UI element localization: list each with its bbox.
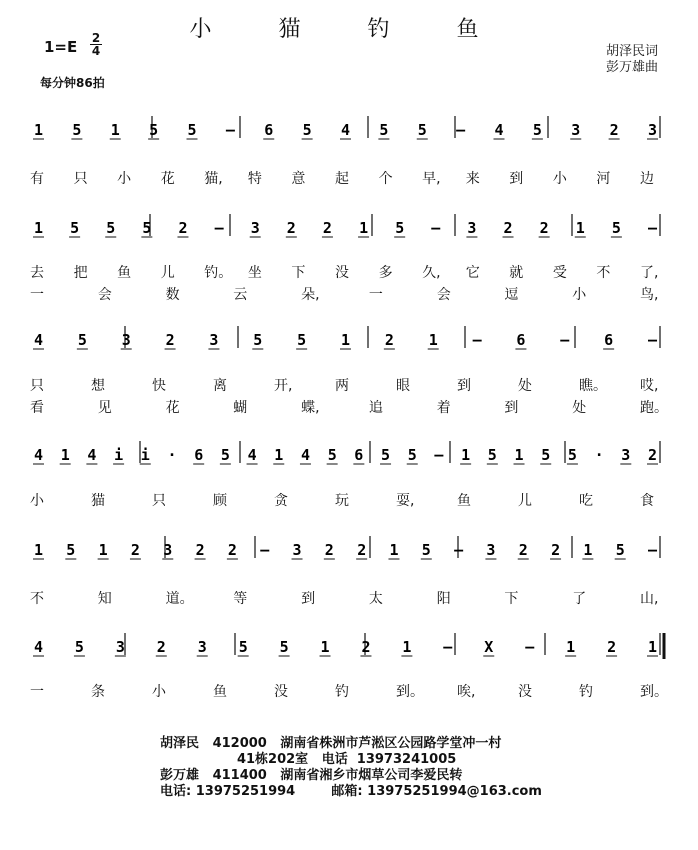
note: 5 bbox=[541, 446, 551, 464]
note: 5 bbox=[279, 638, 289, 656]
lyric-syllable: 贪 bbox=[274, 493, 288, 509]
lyric-line bbox=[0, 262, 698, 282]
lyric-syllable: 处 bbox=[572, 400, 587, 416]
note: 1 bbox=[583, 541, 593, 559]
lyric-syllable: 想 bbox=[91, 378, 105, 394]
footer-line-4: 电话: 13975251994 邮箱: 13975251994@163.com bbox=[160, 784, 542, 799]
note: 4 bbox=[494, 121, 504, 139]
note: 5 bbox=[66, 541, 76, 559]
lyric-syllable: 没 bbox=[335, 265, 349, 281]
note: 5 bbox=[77, 331, 87, 349]
note: 4 bbox=[87, 446, 97, 464]
lyric-syllable: 一 bbox=[368, 287, 383, 303]
lyric-line bbox=[0, 490, 698, 510]
lyric-syllable: 鱼 bbox=[457, 493, 471, 509]
lyric-syllable: 唉, bbox=[457, 684, 476, 700]
lyric-syllable: 山, bbox=[640, 591, 659, 607]
note: 5 bbox=[417, 121, 427, 139]
note: 1 bbox=[34, 541, 44, 559]
note: 4 bbox=[247, 446, 257, 464]
lyric-line bbox=[0, 375, 698, 395]
lyric-syllable: 快 bbox=[152, 378, 166, 394]
note: – bbox=[472, 331, 482, 349]
note: i bbox=[114, 446, 124, 464]
note: 5 bbox=[421, 541, 431, 559]
lyric-syllable: 到。 bbox=[640, 684, 668, 700]
note: – bbox=[225, 121, 235, 139]
lyricist-credit: 胡泽民词 bbox=[605, 44, 658, 59]
note: 5 bbox=[142, 219, 152, 237]
note: 3 bbox=[121, 331, 131, 349]
lyric-syllable: 河 bbox=[596, 171, 611, 187]
lyric-line bbox=[0, 168, 698, 188]
lyric-line bbox=[0, 681, 698, 701]
lyric-syllable: 了 bbox=[572, 591, 587, 607]
note: 1 bbox=[402, 638, 412, 656]
note: 5 bbox=[395, 219, 405, 237]
note: 2 bbox=[551, 541, 561, 559]
time-signature-top: 2 bbox=[91, 31, 101, 45]
note: – bbox=[434, 446, 444, 464]
lyric-syllable: 看 bbox=[30, 400, 44, 416]
note: 4 bbox=[34, 446, 44, 464]
lyric-syllable: 会 bbox=[436, 287, 451, 303]
note: 1 bbox=[359, 219, 369, 237]
note: 5 bbox=[407, 446, 417, 464]
lyric-syllable: 不 bbox=[30, 591, 44, 607]
note: 1 bbox=[389, 541, 399, 559]
lyric-syllable: 钓 bbox=[579, 684, 593, 700]
note: 3 bbox=[467, 219, 477, 237]
note: 6 bbox=[264, 121, 274, 139]
note: 6 bbox=[516, 331, 526, 349]
lyric-syllable: 到 bbox=[457, 378, 471, 394]
note: 5 bbox=[567, 446, 577, 464]
lyric-syllable: 小 bbox=[552, 171, 567, 187]
note: 5 bbox=[74, 638, 84, 656]
lyric-syllable: 阳 bbox=[436, 591, 451, 607]
lyric-syllable: 瞧。 bbox=[579, 378, 607, 394]
note: 5 bbox=[149, 121, 159, 139]
note: 1 bbox=[60, 446, 70, 464]
lyric-syllable: 受 bbox=[552, 265, 567, 281]
note: 1 bbox=[98, 541, 108, 559]
lyric-syllable: 一 bbox=[30, 684, 44, 700]
lyric-syllable: 眼 bbox=[396, 378, 410, 394]
lyric-syllable: 会 bbox=[97, 287, 112, 303]
lyric-syllable: 猫 bbox=[91, 493, 105, 509]
lyric-syllable: 它 bbox=[465, 265, 480, 281]
lyric-syllable: 到 bbox=[301, 591, 316, 607]
note: 5 bbox=[187, 121, 197, 139]
note: 2 bbox=[648, 446, 658, 464]
note: 2 bbox=[322, 219, 332, 237]
lyric-syllable: 蝶, bbox=[301, 400, 320, 416]
note: 4 bbox=[301, 446, 311, 464]
note: – bbox=[525, 638, 535, 656]
lyric-syllable: 耍, bbox=[396, 493, 415, 509]
lyric-syllable: 去 bbox=[30, 265, 44, 281]
note: 1 bbox=[575, 219, 585, 237]
footer-line-3: 彭万雄 411400 湖南省湘乡市烟草公司李爱民转 bbox=[160, 768, 463, 783]
lyric-syllable: 追 bbox=[368, 400, 383, 416]
note: 4 bbox=[34, 638, 44, 656]
note: 1 bbox=[34, 121, 44, 139]
note: 5 bbox=[106, 219, 116, 237]
note: 3 bbox=[571, 121, 581, 139]
lyric-syllable: 等 bbox=[233, 591, 248, 607]
note: 6 bbox=[194, 446, 204, 464]
lyric-syllable: 个 bbox=[378, 171, 393, 187]
note: 1 bbox=[341, 331, 351, 349]
note: 2 bbox=[195, 541, 205, 559]
lyric-syllable: 到 bbox=[504, 400, 519, 416]
note: 5 bbox=[72, 121, 82, 139]
lyric-syllable: 云 bbox=[233, 287, 248, 303]
note: 3 bbox=[115, 638, 125, 656]
lyric-syllable: 了, bbox=[640, 265, 659, 281]
lyric-syllable: 朵, bbox=[301, 287, 320, 303]
note: X bbox=[484, 638, 494, 656]
note: 2 bbox=[518, 541, 528, 559]
note: 3 bbox=[197, 638, 207, 656]
note: 2 bbox=[178, 219, 188, 237]
note: 4 bbox=[34, 331, 44, 349]
lyric-syllable: 小 bbox=[152, 684, 166, 700]
note: 1 bbox=[461, 446, 471, 464]
lyric-syllable: 逗 bbox=[504, 287, 519, 303]
lyric-syllable: 没 bbox=[518, 684, 532, 700]
lyric-line bbox=[0, 397, 698, 417]
lyric-syllable: 离 bbox=[213, 378, 227, 394]
lyric-syllable: 两 bbox=[335, 378, 349, 394]
lyric-syllable: 着 bbox=[436, 400, 451, 416]
lyric-syllable: 来 bbox=[465, 171, 480, 187]
song-title: 小 猫 钓 鱼 bbox=[189, 17, 509, 42]
lyric-syllable: 下 bbox=[504, 591, 519, 607]
lyric-syllable: 起 bbox=[335, 171, 349, 187]
note: 2 bbox=[130, 541, 140, 559]
lyric-syllable: 道。 bbox=[165, 591, 194, 607]
lyric-syllable: 有 bbox=[30, 171, 44, 187]
tempo-marking: 每分钟86拍 bbox=[40, 76, 105, 90]
lyric-syllable: 儿 bbox=[518, 493, 532, 509]
lyric-syllable: 不 bbox=[596, 265, 611, 281]
lyric-syllable: 蝴 bbox=[233, 400, 248, 416]
note: 3 bbox=[292, 541, 302, 559]
lyric-syllable: 下 bbox=[291, 265, 306, 281]
note: 2 bbox=[165, 331, 175, 349]
lyric-syllable: 鸟, bbox=[640, 287, 659, 303]
lyric-syllable: 多 bbox=[378, 265, 393, 281]
lyric-syllable: 久, bbox=[422, 265, 441, 281]
note: 2 bbox=[227, 541, 237, 559]
note: – bbox=[648, 219, 658, 237]
note: 5 bbox=[327, 446, 337, 464]
note: – bbox=[454, 541, 464, 559]
footer-line-2: 41栋202室 电话 13973241005 bbox=[160, 752, 457, 767]
note: 5 bbox=[487, 446, 497, 464]
composer-credit: 彭万雄曲 bbox=[605, 60, 658, 75]
lyric-syllable: 玩 bbox=[335, 493, 349, 509]
note: 3 bbox=[250, 219, 260, 237]
lyric-syllable: 把 bbox=[73, 265, 88, 281]
lyric-syllable: 鱼 bbox=[213, 684, 227, 700]
note: 2 bbox=[286, 219, 296, 237]
lyric-syllable: 边 bbox=[640, 171, 654, 187]
note: 5 bbox=[379, 121, 389, 139]
lyric-syllable: 花 bbox=[160, 171, 175, 187]
note: 1 bbox=[110, 121, 120, 139]
note: 2 bbox=[539, 219, 549, 237]
lyric-syllable: 哎, bbox=[640, 378, 659, 394]
note: 1 bbox=[428, 331, 438, 349]
note: – bbox=[648, 541, 658, 559]
lyric-syllable: 知 bbox=[97, 591, 112, 607]
lyric-syllable: 到 bbox=[509, 171, 524, 187]
note: – bbox=[214, 219, 224, 237]
lyric-syllable: 花 bbox=[165, 400, 180, 416]
lyric-syllable: 吃 bbox=[579, 493, 593, 509]
note: 5 bbox=[297, 331, 307, 349]
note: – bbox=[431, 219, 441, 237]
lyric-syllable: 只 bbox=[73, 171, 88, 187]
lyric-syllable: 猫, bbox=[204, 171, 223, 187]
lyric-syllable: 数 bbox=[165, 287, 180, 303]
note: 1 bbox=[648, 638, 658, 656]
note: 2 bbox=[324, 541, 334, 559]
note: · bbox=[594, 446, 604, 464]
note: 6 bbox=[354, 446, 364, 464]
note: 5 bbox=[220, 446, 230, 464]
lyric-syllable: 见 bbox=[97, 400, 112, 416]
lyric-syllable: 顾 bbox=[213, 493, 227, 509]
note: 3 bbox=[209, 331, 219, 349]
note: 1 bbox=[34, 219, 44, 237]
note: 5 bbox=[302, 121, 312, 139]
lyric-syllable: 到。 bbox=[396, 684, 424, 700]
note: 1 bbox=[274, 446, 284, 464]
lyric-syllable: 鱼 bbox=[117, 265, 132, 281]
lyric-syllable: 只 bbox=[30, 378, 44, 394]
note: 2 bbox=[384, 331, 394, 349]
note: 3 bbox=[648, 121, 658, 139]
note: 3 bbox=[621, 446, 631, 464]
lyric-syllable: 跑。 bbox=[640, 400, 668, 416]
note: 3 bbox=[163, 541, 173, 559]
lyric-syllable: 坐 bbox=[247, 265, 262, 281]
lyric-syllable: 一 bbox=[30, 287, 44, 303]
note: 4 bbox=[341, 121, 351, 139]
note: 2 bbox=[361, 638, 371, 656]
lyric-syllable: 只 bbox=[152, 493, 166, 509]
note: 6 bbox=[604, 331, 614, 349]
note: – bbox=[560, 331, 570, 349]
note: – bbox=[443, 638, 453, 656]
note: 2 bbox=[609, 121, 619, 139]
lyric-syllable: 食 bbox=[640, 493, 654, 509]
lyric-syllable: 钓。 bbox=[204, 265, 233, 281]
lyric-syllable: 小 bbox=[30, 493, 44, 509]
note: 3 bbox=[486, 541, 496, 559]
note: 5 bbox=[532, 121, 542, 139]
note: 5 bbox=[615, 541, 625, 559]
lyric-syllable: 意 bbox=[291, 171, 306, 187]
lyric-line bbox=[0, 588, 698, 608]
note: 1 bbox=[566, 638, 576, 656]
note: 5 bbox=[611, 219, 621, 237]
time-signature-bottom: 4 bbox=[91, 44, 101, 58]
note: i bbox=[140, 446, 150, 464]
lyric-syllable: 小 bbox=[572, 287, 587, 303]
lyric-line bbox=[0, 284, 698, 304]
note: 1 bbox=[514, 446, 524, 464]
lyric-syllable: 就 bbox=[509, 265, 524, 281]
note: – bbox=[648, 331, 658, 349]
lyric-syllable: 没 bbox=[274, 684, 288, 700]
note: · bbox=[167, 446, 177, 464]
note: 5 bbox=[238, 638, 248, 656]
lyric-syllable: 开, bbox=[274, 378, 293, 394]
lyric-syllable: 钓 bbox=[335, 684, 349, 700]
note: 2 bbox=[503, 219, 513, 237]
lyric-syllable: 特 bbox=[247, 171, 262, 187]
lyric-syllable: 小 bbox=[117, 171, 132, 187]
note: 5 bbox=[253, 331, 263, 349]
note: 1 bbox=[320, 638, 330, 656]
lyric-syllable: 儿 bbox=[160, 265, 175, 281]
lyric-syllable: 早, bbox=[422, 171, 441, 187]
note: – bbox=[456, 121, 466, 139]
note: 2 bbox=[607, 638, 617, 656]
lyric-syllable: 条 bbox=[91, 684, 105, 700]
note: 2 bbox=[156, 638, 166, 656]
note: – bbox=[260, 541, 270, 559]
key-signature: 1=E bbox=[44, 38, 78, 56]
footer-line-1: 胡泽民 412000 湖南省株洲市芦淞区公园路学堂冲一村 bbox=[160, 736, 502, 751]
note: 2 bbox=[357, 541, 367, 559]
note: 5 bbox=[70, 219, 80, 237]
lyric-syllable: 处 bbox=[518, 378, 532, 394]
lyric-syllable: 太 bbox=[368, 591, 383, 607]
note: 5 bbox=[381, 446, 391, 464]
